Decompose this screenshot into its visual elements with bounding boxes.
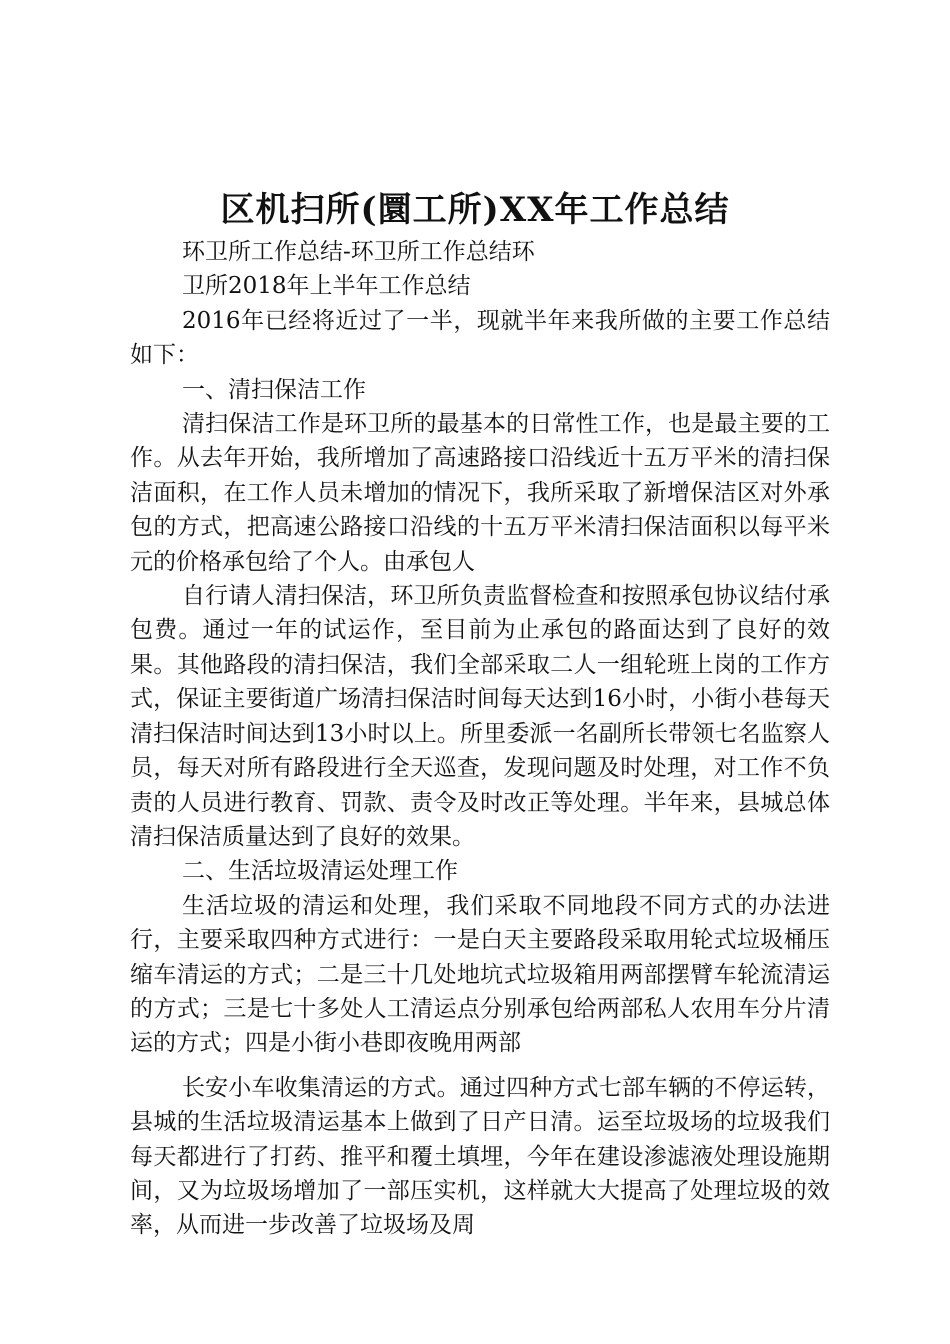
paragraph-intro: 2016年已经将近过了一半，现就半年来我所做的主要工作总结如下： <box>130 307 830 369</box>
document-title: 区机扫所(圜工所)XX年工作总结 <box>220 190 730 230</box>
paragraph-subtitle-1: 环卫所工作总结-环卫所工作总结环 <box>182 239 535 265</box>
document-body <box>130 235 830 1243</box>
section-heading-cleaning: 一、清扫保洁工作 <box>182 376 366 403</box>
section-heading-garbage: 二、生活垃圾清运处理工作 <box>182 858 458 885</box>
paragraph-garbage-1: 生活垃圾的清运和处理，我们采取不同地段不同方式的办法进行，主要采取四种方式进行：一是白天主要路段采取用轮式垃圾桶压缩车清运的方式；二是三十几处地坑式垃圾箱用两部摆臂车轮流清运的方式；三是七十多处人工清运点分别承包给两部私人农用车分片清运的方式；四是小街小巷即夜晚用两部 <box>130 892 830 1057</box>
paragraph-cleaning-2: 自行请人清扫保洁，环卫所负责监督检查和按照承包协议结付承包费。通过一年的试运作，至目前为止承包的路面达到了良好的效果。其他路段的清扫保洁，我们全部采取二人一组轮班上岗的工作方式，保证主要街道广场清扫保洁时间每天达到16小时，小街小巷每天清扫保洁时间达到13小时以上。所里委派一名副所长带领七名监察人员，每天对所有路段进行全天巡查，发现问题及时处理，对工作不负责的人员进行教育、罚款、责令及时改正等处理。半年来，县城总体清扫保洁质量达到了良好的效果。 <box>130 583 830 850</box>
paragraph-garbage-2: 长安小车收集清运的方式。通过四种方式七部车辆的不停运转，县城的生活垃圾清运基本上做到了日产日清。运至垃圾场的垃圾我们每天都进行了打药、推平和覆土填埋，今年在建设渗滤液处理设施期间，又为垃圾场增加了一部压实机，这样就大大提高了处理垃圾的效率，从而进一步改善了垃圾场及周 <box>130 1074 830 1239</box>
paragraph-subtitle-2: 卫所2018年上半年工作总结 <box>182 273 471 300</box>
paragraph-cleaning-1: 清扫保洁工作是环卫所的最基本的日常性工作，也是最主要的工作。从去年开始，我所增加了高速路接口沿线近十五万平米的清扫保洁面积，在工作人员未增加的情况下，我所采取了新增保洁区对外承包的方式，把高速公路接口沿线的十五万平米清扫保洁面积以每平米元的价格承包给了个人。由承包人 <box>130 411 830 575</box>
